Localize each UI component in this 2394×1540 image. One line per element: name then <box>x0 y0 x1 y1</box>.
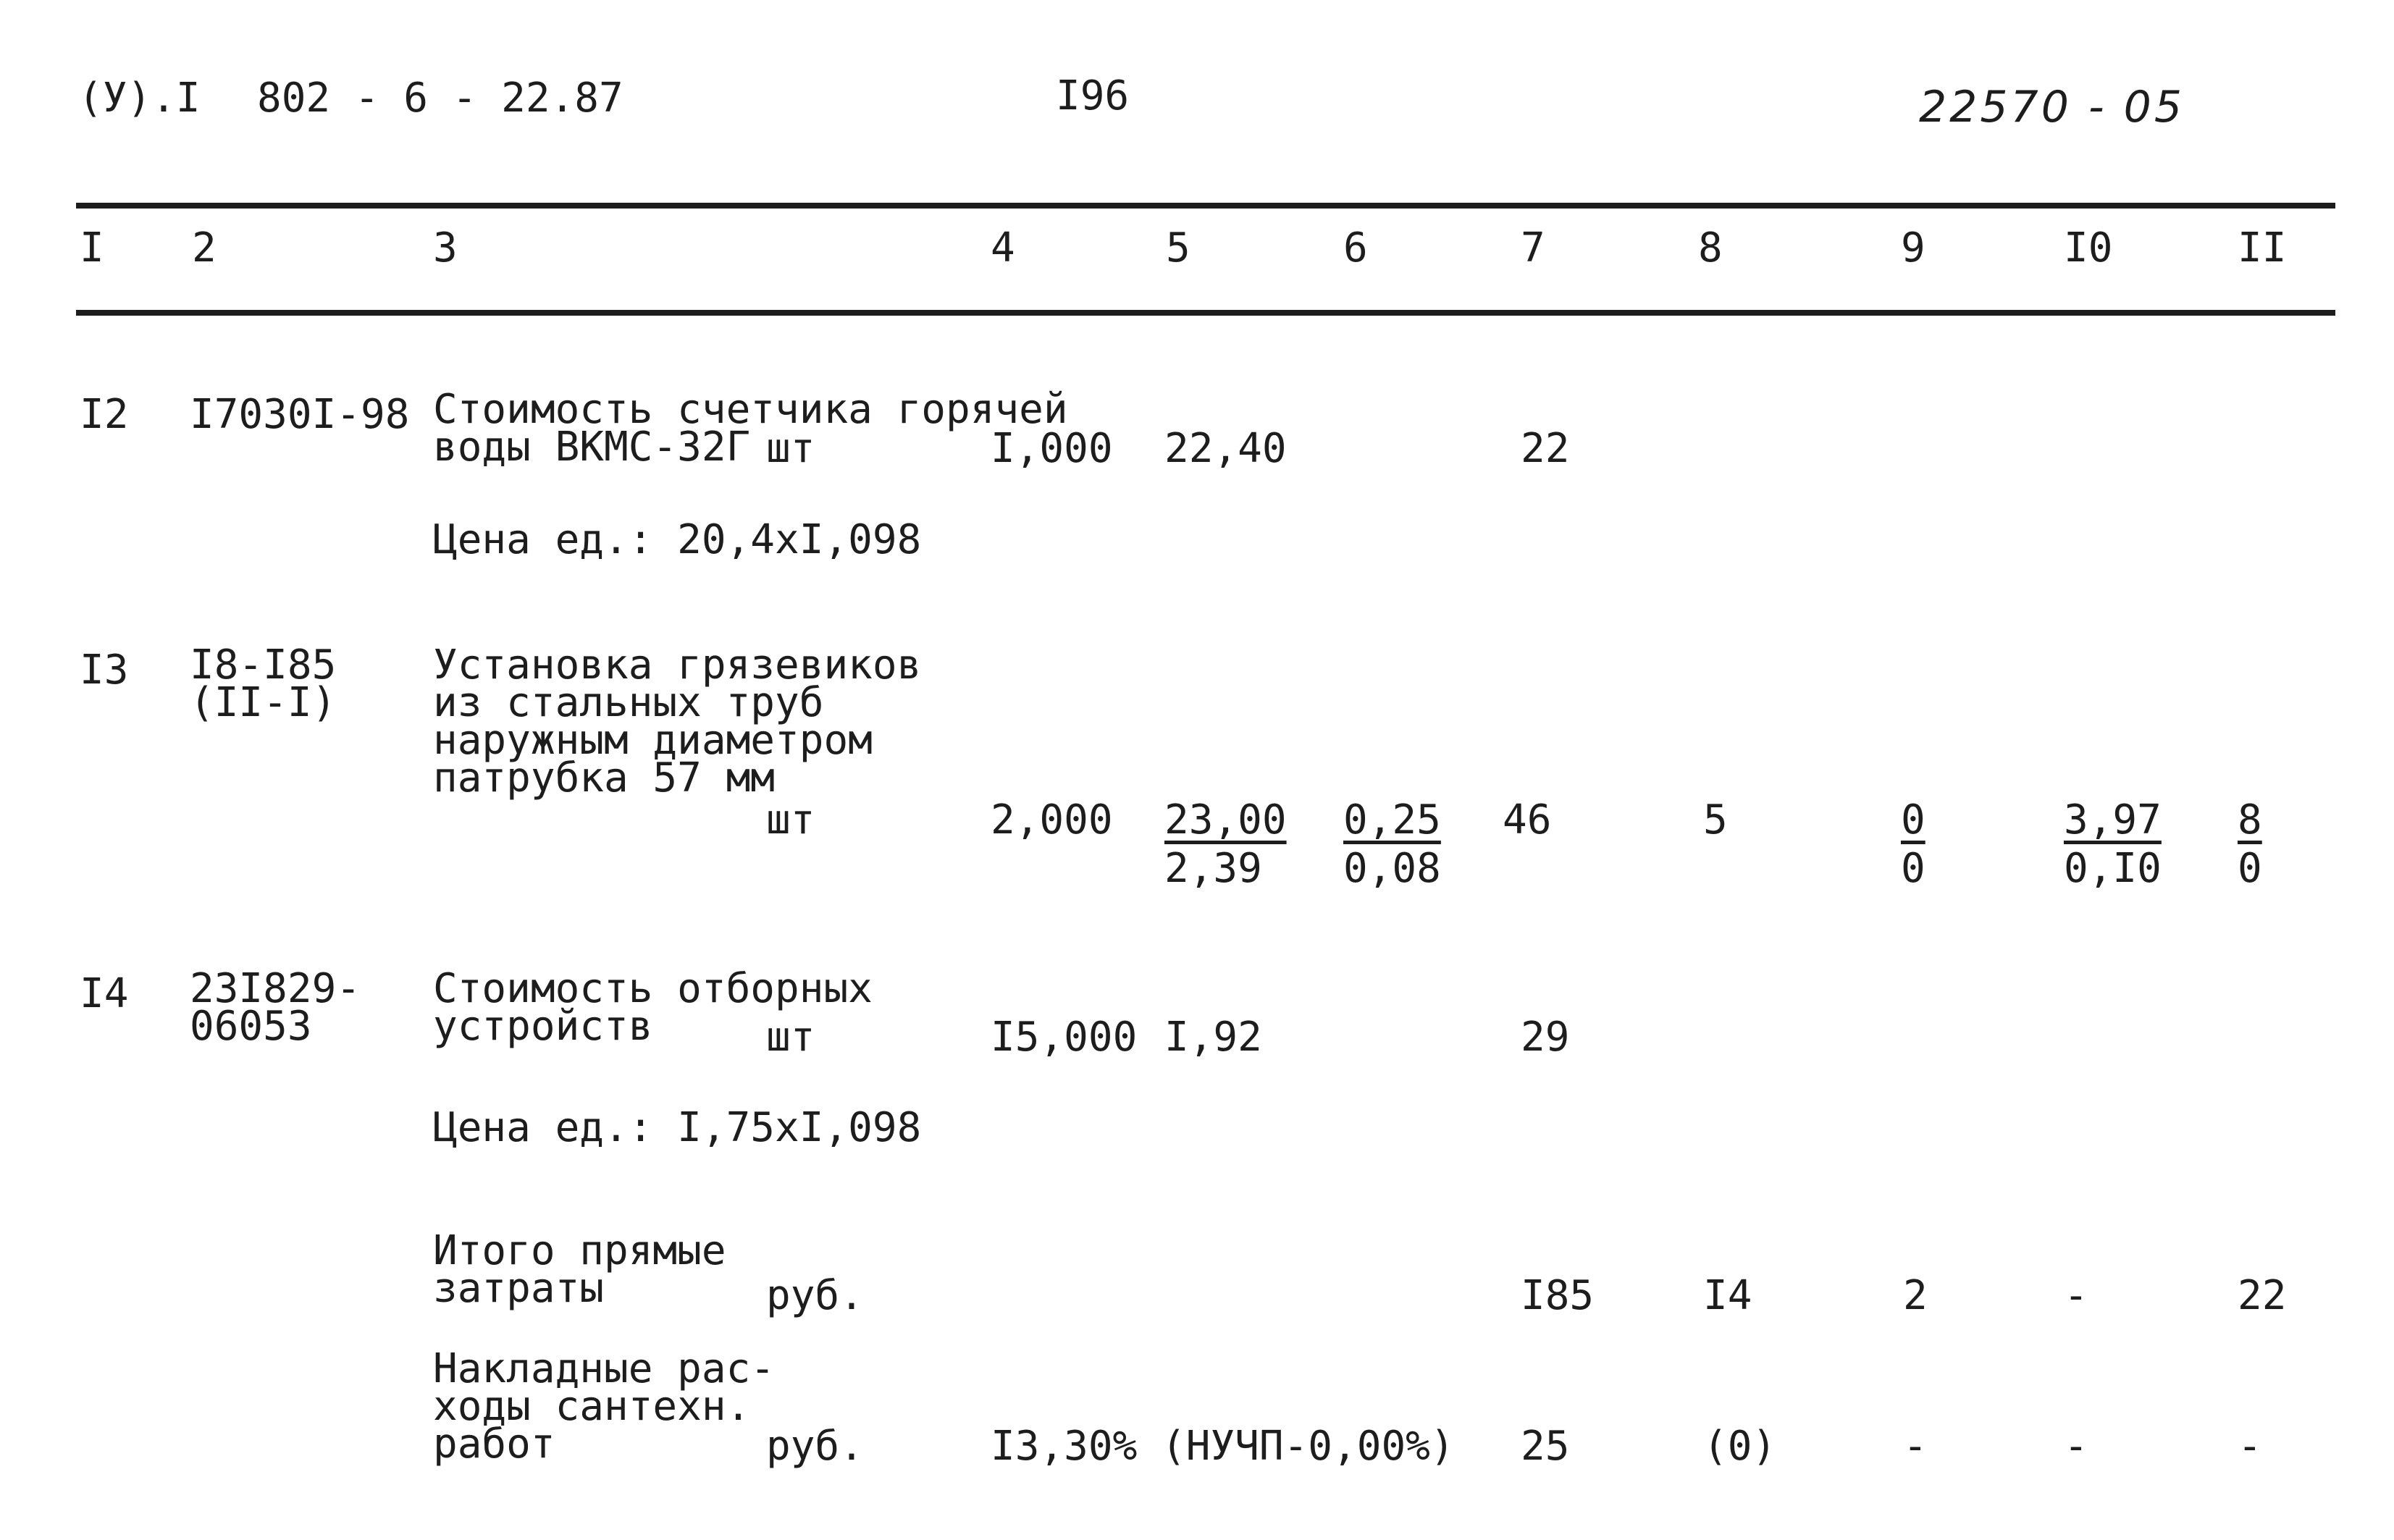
column-header: I0 <box>2064 224 2113 272</box>
doc-prefix: (У).I <box>78 75 201 122</box>
row-col9-bottom: 0 <box>1901 845 1925 892</box>
column-header: II <box>2238 224 2287 272</box>
row-note: Цена ед.: I,75xI,098 <box>433 1104 922 1151</box>
totals-col9: - <box>1903 1423 1928 1470</box>
row-col9-top: 0 <box>1901 796 1925 843</box>
totals-col11: - <box>2238 1423 2262 1470</box>
totals-unit: руб. <box>766 1423 864 1470</box>
row-code: I7030I-98 <box>190 391 410 438</box>
totals-col10: - <box>2064 1272 2088 1319</box>
row-number: I2 <box>80 391 129 438</box>
row-code: 23I829- 06053 <box>190 965 361 1050</box>
row-unit: шт <box>766 796 815 843</box>
row-col11-top: 8 <box>2238 796 2262 843</box>
totals-col9: 2 <box>1903 1272 1928 1319</box>
totals-col8: I4 <box>1703 1272 1752 1319</box>
column-header: 4 <box>991 224 1015 272</box>
row-col5: I,92 <box>1164 1014 1262 1061</box>
column-header: 5 <box>1166 224 1190 272</box>
totals-col11: 22 <box>2238 1272 2287 1319</box>
totals-col7: I85 <box>1521 1272 1595 1319</box>
column-header: 6 <box>1343 224 1368 272</box>
totals-rate: I3,30% (НУЧП-0,00%) <box>991 1423 1455 1470</box>
row-col10-bottom: 0,I0 <box>2064 845 2162 892</box>
totals-label: Итого прямые затраты <box>433 1227 726 1312</box>
row-unit: шт <box>766 425 815 472</box>
row-note: Цена ед.: 20,4xI,098 <box>433 516 922 563</box>
row-quantity: 2,000 <box>991 796 1113 843</box>
row-number: I3 <box>80 647 129 694</box>
column-header: I <box>80 224 104 272</box>
row-col5-top: 23,00 <box>1164 796 1287 843</box>
row-col10-top: 3,97 <box>2064 796 2162 843</box>
column-header: 8 <box>1698 224 1723 272</box>
row-unit: шт <box>766 1014 815 1061</box>
row-description: Установка грязевиков из стальных труб наружным диаметром патрубка 57 мм <box>433 641 922 801</box>
totals-col8: (0) <box>1703 1423 1777 1470</box>
row-col5-bottom: 2,39 <box>1164 845 1262 892</box>
totals-col7: 25 <box>1521 1423 1570 1470</box>
row-col6-top: 0,25 <box>1343 796 1441 843</box>
totals-label: Накладные рас- ходы сантехн. работ <box>433 1345 776 1468</box>
stamp-number: 22570 - 05 <box>1919 82 2185 132</box>
row-col7: 29 <box>1521 1014 1570 1061</box>
table-top-rule <box>76 203 2335 209</box>
row-col11-bottom: 0 <box>2238 845 2262 892</box>
row-col6-bottom: 0,08 <box>1343 845 1441 892</box>
row-col8: 5 <box>1703 796 1728 843</box>
page-number: I96 <box>1056 72 1130 119</box>
row-number: I4 <box>80 970 129 1017</box>
row-description: Стоимость счетчика горячей воды ВКМС-32Г <box>433 386 1068 471</box>
column-header: 7 <box>1521 224 1545 272</box>
column-header: 9 <box>1901 224 1925 272</box>
row-quantity: I5,000 <box>991 1014 1138 1061</box>
row-quantity: I,000 <box>991 425 1113 472</box>
doc-number: 802 - 6 - 22.87 <box>257 75 623 122</box>
column-header: 3 <box>433 224 458 272</box>
totals-unit: руб. <box>766 1272 864 1319</box>
table-header-rule <box>76 310 2335 316</box>
column-header: 2 <box>192 224 217 272</box>
row-col5: 22,40 <box>1164 425 1287 472</box>
row-col7: 22 <box>1521 425 1570 472</box>
row-description: Стоимость отборных устройств <box>433 965 873 1050</box>
totals-col10: - <box>2064 1423 2088 1470</box>
row-col7: 46 <box>1503 796 1552 843</box>
row-code: I8-I85 (II-I) <box>190 641 337 726</box>
